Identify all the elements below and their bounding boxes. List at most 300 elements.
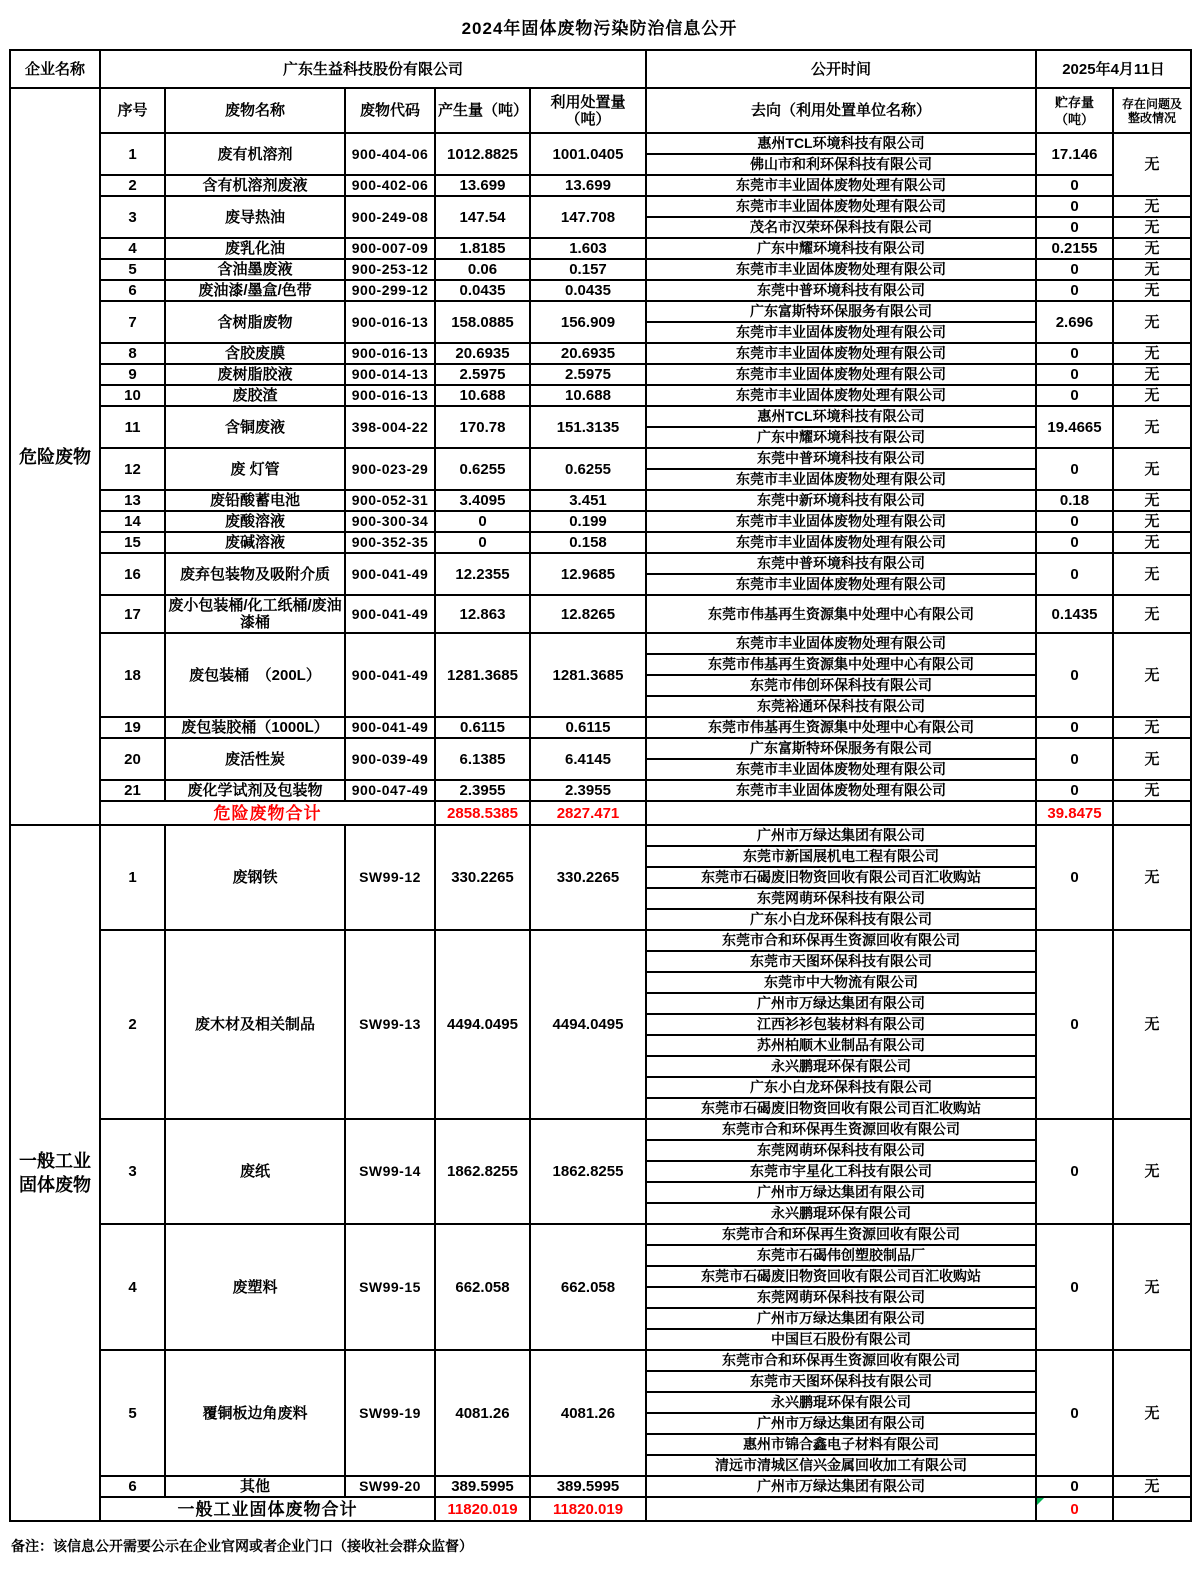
destination-cell: 东莞市石碣废旧物资回收有限公司百汇收购站 [646, 1098, 1036, 1119]
produced-qty-cell: 170.78 [435, 406, 530, 448]
waste-name-cell: 废钢铁 [165, 825, 345, 930]
storage-qty-cell: 0.1435 [1036, 595, 1113, 633]
issue-cell: 无 [1113, 406, 1191, 448]
disposed-qty-cell: 4081.26 [530, 1350, 646, 1476]
waste-no-cell: 6 [100, 1476, 165, 1497]
issue-cell: 无 [1113, 217, 1191, 238]
storage-qty-cell: 2.696 [1036, 301, 1113, 343]
waste-line [10, 448, 1191, 469]
waste-name-cell: 废铅酸蓄电池 [165, 490, 345, 511]
disposed-qty-cell: 1862.8255 [530, 1119, 646, 1224]
company-name-label: 企业名称 [10, 50, 100, 88]
col-header-destination: 去向（利用处置单位名称） [646, 88, 1036, 133]
waste-code-cell: SW99-13 [345, 930, 435, 1119]
destination-cell: 东莞市丰业固体废物处理有限公司 [646, 511, 1036, 532]
disposed-qty-cell: 0.157 [530, 259, 646, 280]
waste-name-cell: 废酸溶液 [165, 511, 345, 532]
destination-cell: 东莞市丰业固体废物处理有限公司 [646, 469, 1036, 490]
waste-line [10, 511, 1191, 532]
col-header-issue: 存在问题及整改情况 [1113, 88, 1191, 133]
waste-name-cell: 废塑料 [165, 1224, 345, 1350]
disposed-qty-cell: 2.3955 [530, 780, 646, 801]
storage-qty-cell: 0 [1036, 1119, 1113, 1224]
waste-code-cell: 900-404-06 [345, 133, 435, 175]
waste-line [10, 196, 1191, 217]
destination-cell: 东莞市宇星化工科技有限公司 [646, 1161, 1036, 1182]
waste-line [10, 406, 1191, 427]
disposed-qty-cell: 0.158 [530, 532, 646, 553]
disposed-qty-cell: 662.058 [530, 1224, 646, 1350]
destination-cell: 东莞市伟创环保科技有限公司 [646, 675, 1036, 696]
waste-name-cell: 废油漆/墨盒/色带 [165, 280, 345, 301]
storage-qty-cell: 0.18 [1036, 490, 1113, 511]
disposed-qty-cell: 156.909 [530, 301, 646, 343]
produced-qty-cell: 662.058 [435, 1224, 530, 1350]
column-header-row [10, 88, 1191, 133]
waste-code-cell: 900-041-49 [345, 717, 435, 738]
destination-cell: 永兴鹏琨环保有限公司 [646, 1056, 1036, 1077]
disposed-qty-cell: 10.688 [530, 385, 646, 406]
waste-name-cell: 其他 [165, 1476, 345, 1497]
storage-qty-cell: 0.2155 [1036, 238, 1113, 259]
destination-cell: 东莞市丰业固体废物处理有限公司 [646, 532, 1036, 553]
destination-cell: 东莞网萌环保科技有限公司 [646, 1140, 1036, 1161]
storage-qty-cell: 0 [1036, 175, 1113, 196]
storage-qty-cell: 0 [1036, 385, 1113, 406]
storage-qty-cell: 0 [1036, 280, 1113, 301]
issue-cell: 无 [1113, 238, 1191, 259]
waste-no-cell: 5 [100, 1350, 165, 1476]
produced-qty-cell: 389.5995 [435, 1476, 530, 1497]
waste-line [10, 343, 1191, 364]
waste-code-cell: SW99-14 [345, 1119, 435, 1224]
produced-qty-cell: 0.06 [435, 259, 530, 280]
waste-no-cell: 1 [100, 133, 165, 175]
issue-cell: 无 [1113, 490, 1191, 511]
waste-line [10, 133, 1191, 154]
waste-no-cell: 11 [100, 406, 165, 448]
total-destination-cell [646, 1497, 1036, 1521]
destination-cell: 永兴鹏琨环保有限公司 [646, 1203, 1036, 1224]
comment-flag-triangle-icon [1037, 1498, 1044, 1505]
waste-name-cell: 废活性炭 [165, 738, 345, 780]
waste-code-cell: SW99-19 [345, 1350, 435, 1476]
total-destination-cell [646, 801, 1036, 825]
waste-line [10, 738, 1191, 759]
destination-cell: 东莞市伟基再生资源集中处理中心有限公司 [646, 654, 1036, 675]
waste-name-cell: 废包装桶 （200L） [165, 633, 345, 717]
destination-cell: 东莞市丰业固体废物处理有限公司 [646, 259, 1036, 280]
destination-cell: 广州市万绿达集团有限公司 [646, 825, 1036, 846]
col-header-waste-code: 废物代码 [345, 88, 435, 133]
destination-cell: 东莞裕通环保科技有限公司 [646, 696, 1036, 717]
total-produced-qty-cell: 2858.5385 [435, 801, 530, 825]
publish-time-label: 公开时间 [646, 50, 1036, 88]
issue-cell: 无 [1113, 553, 1191, 595]
disposed-qty-cell: 4494.0495 [530, 930, 646, 1119]
destination-cell: 东莞市丰业固体废物处理有限公司 [646, 633, 1036, 654]
destination-cell: 东莞市石碣伟创塑胶制品厂 [646, 1245, 1036, 1266]
destination-cell: 东莞市丰业固体废物处理有限公司 [646, 574, 1036, 595]
section-label-hazardous-waste: 危险废物 [10, 88, 100, 825]
storage-qty-cell: 0 [1036, 259, 1113, 280]
produced-qty-cell: 0.6255 [435, 448, 530, 490]
waste-no-cell: 3 [100, 196, 165, 238]
waste-line [10, 490, 1191, 511]
col-header-storage-qty: 贮存量（吨） [1036, 88, 1113, 133]
storage-qty-cell: 0 [1036, 532, 1113, 553]
waste-no-cell: 16 [100, 553, 165, 595]
waste-no-cell: 7 [100, 301, 165, 343]
waste-code-cell: 900-041-49 [345, 553, 435, 595]
waste-code-cell: 900-023-29 [345, 448, 435, 490]
disposed-qty-cell: 147.708 [530, 196, 646, 238]
info-row [10, 50, 1191, 88]
waste-code-cell: 900-052-31 [345, 490, 435, 511]
issue-cell: 无 [1113, 532, 1191, 553]
waste-no-cell: 12 [100, 448, 165, 490]
waste-line [10, 633, 1191, 654]
destination-cell: 东莞市丰业固体废物处理有限公司 [646, 364, 1036, 385]
disposed-qty-cell: 2.5975 [530, 364, 646, 385]
produced-qty-cell: 147.54 [435, 196, 530, 238]
waste-code-cell: 900-402-06 [345, 175, 435, 196]
waste-no-cell: 1 [100, 825, 165, 930]
destination-cell: 东莞市丰业固体废物处理有限公司 [646, 759, 1036, 780]
waste-no-cell: 10 [100, 385, 165, 406]
waste-code-cell: SW99-20 [345, 1476, 435, 1497]
waste-name-cell: 废木材及相关制品 [165, 930, 345, 1119]
total-disposed-qty-cell: 2827.471 [530, 801, 646, 825]
issue-cell: 无 [1113, 448, 1191, 490]
storage-qty-cell: 0 [1036, 930, 1113, 1119]
waste-table [9, 49, 1192, 1522]
issue-cell: 无 [1113, 364, 1191, 385]
produced-qty-cell: 0.0435 [435, 280, 530, 301]
waste-name-cell: 废胶渣 [165, 385, 345, 406]
col-header-no: 序号 [100, 88, 165, 133]
produced-qty-cell: 1862.8255 [435, 1119, 530, 1224]
destination-cell: 东莞市合和环保再生资源回收有限公司 [646, 1119, 1036, 1140]
disposed-qty-cell: 0.0435 [530, 280, 646, 301]
destination-cell: 惠州TCL环境科技有限公司 [646, 406, 1036, 427]
waste-code-cell: SW99-15 [345, 1224, 435, 1350]
issue-cell: 无 [1113, 1350, 1191, 1476]
produced-qty-cell: 0 [435, 511, 530, 532]
total-issue-cell [1113, 801, 1191, 825]
waste-line [10, 364, 1191, 385]
disposed-qty-cell: 389.5995 [530, 1476, 646, 1497]
waste-line [10, 1224, 1191, 1245]
destination-cell: 东莞市合和环保再生资源回收有限公司 [646, 1350, 1036, 1371]
storage-qty-cell: 0 [1036, 217, 1113, 238]
issue-cell: 无 [1113, 1224, 1191, 1350]
waste-code-cell: SW99-12 [345, 825, 435, 930]
storage-qty-cell: 0 [1036, 364, 1113, 385]
disposed-qty-cell: 1281.3685 [530, 633, 646, 717]
storage-qty-cell: 0 [1036, 448, 1113, 490]
waste-no-cell: 21 [100, 780, 165, 801]
waste-code-cell: 900-016-13 [345, 385, 435, 406]
waste-name-cell: 废碱溶液 [165, 532, 345, 553]
waste-code-cell: 398-004-22 [345, 406, 435, 448]
issue-cell: 无 [1113, 196, 1191, 217]
disposed-qty-cell: 3.451 [530, 490, 646, 511]
waste-name-cell: 含铜废液 [165, 406, 345, 448]
waste-table-body [10, 50, 1191, 1521]
destination-cell: 江西衫衫包装材料有限公司 [646, 1014, 1036, 1035]
waste-line [10, 930, 1191, 951]
issue-cell: 无 [1113, 343, 1191, 364]
disposed-qty-cell: 13.699 [530, 175, 646, 196]
produced-qty-cell: 12.863 [435, 595, 530, 633]
waste-no-cell: 9 [100, 364, 165, 385]
waste-line [10, 1350, 1191, 1371]
waste-line [10, 595, 1191, 633]
produced-qty-cell: 1012.8825 [435, 133, 530, 175]
issue-cell: 无 [1113, 780, 1191, 801]
waste-line [10, 553, 1191, 574]
waste-no-cell: 15 [100, 532, 165, 553]
produced-qty-cell: 4081.26 [435, 1350, 530, 1476]
destination-cell: 东莞中新环境科技有限公司 [646, 490, 1036, 511]
waste-line [10, 280, 1191, 301]
waste-no-cell: 2 [100, 175, 165, 196]
waste-code-cell: 900-299-12 [345, 280, 435, 301]
waste-no-cell: 4 [100, 238, 165, 259]
produced-qty-cell: 4494.0495 [435, 930, 530, 1119]
waste-name-cell: 含有机溶剂废液 [165, 175, 345, 196]
waste-line [10, 238, 1191, 259]
waste-code-cell: 900-014-13 [345, 364, 435, 385]
storage-qty-cell: 0 [1036, 780, 1113, 801]
destination-cell: 东莞市新国展机电工程有限公司 [646, 846, 1036, 867]
waste-no-cell: 14 [100, 511, 165, 532]
produced-qty-cell: 330.2265 [435, 825, 530, 930]
issue-cell: 无 [1113, 1119, 1191, 1224]
destination-cell: 东莞市丰业固体废物处理有限公司 [646, 780, 1036, 801]
disposed-qty-cell: 0.6255 [530, 448, 646, 490]
waste-line [10, 717, 1191, 738]
disposed-qty-cell: 20.6935 [530, 343, 646, 364]
waste-code-cell: 900-007-09 [345, 238, 435, 259]
disposed-qty-cell: 1.603 [530, 238, 646, 259]
issue-cell: 无 [1113, 595, 1191, 633]
disposed-qty-cell: 12.8265 [530, 595, 646, 633]
disposed-qty-cell: 1001.0405 [530, 133, 646, 175]
waste-no-cell: 5 [100, 259, 165, 280]
disposed-qty-cell: 12.9685 [530, 553, 646, 595]
produced-qty-cell: 0.6115 [435, 717, 530, 738]
produced-qty-cell: 6.1385 [435, 738, 530, 780]
waste-name-cell: 废 灯管 [165, 448, 345, 490]
waste-code-cell: 900-047-49 [345, 780, 435, 801]
destination-cell: 广东小白龙环保科技有限公司 [646, 1077, 1036, 1098]
waste-code-cell: 900-253-12 [345, 259, 435, 280]
waste-code-cell: 900-039-49 [345, 738, 435, 780]
col-header-waste-name: 废物名称 [165, 88, 345, 133]
destination-cell: 广东中耀环境科技有限公司 [646, 238, 1036, 259]
produced-qty-cell: 0 [435, 532, 530, 553]
storage-qty-cell: 0 [1036, 825, 1113, 930]
waste-no-cell: 20 [100, 738, 165, 780]
storage-qty-cell: 0 [1036, 511, 1113, 532]
waste-no-cell: 6 [100, 280, 165, 301]
storage-qty-cell: 0 [1036, 343, 1113, 364]
produced-qty-cell: 20.6935 [435, 343, 530, 364]
issue-cell: 无 [1113, 1476, 1191, 1497]
section-total-label: 危险废物合计 [100, 801, 435, 825]
col-header-disposed-qty: 利用处置量（吨） [530, 88, 646, 133]
storage-qty-cell: 0 [1036, 553, 1113, 595]
waste-code-cell: 900-300-34 [345, 511, 435, 532]
issue-cell: 无 [1113, 385, 1191, 406]
waste-line [10, 780, 1191, 801]
waste-name-cell: 废有机溶剂 [165, 133, 345, 175]
destination-cell: 苏州柏顺木业制品有限公司 [646, 1035, 1036, 1056]
destination-cell: 东莞市天图环保科技有限公司 [646, 1371, 1036, 1392]
total-disposed-qty-cell: 11820.019 [530, 1497, 646, 1521]
destination-cell: 广东富斯特环保服务有限公司 [646, 738, 1036, 759]
destination-cell: 广东小白龙环保科技有限公司 [646, 909, 1036, 930]
destination-cell: 东莞中普环境科技有限公司 [646, 553, 1036, 574]
destination-cell: 广州市万绿达集团有限公司 [646, 993, 1036, 1014]
waste-no-cell: 3 [100, 1119, 165, 1224]
produced-qty-cell: 158.0885 [435, 301, 530, 343]
storage-qty-cell: 0 [1036, 196, 1113, 217]
destination-cell: 东莞市丰业固体废物处理有限公司 [646, 385, 1036, 406]
storage-qty-cell: 19.4665 [1036, 406, 1113, 448]
storage-qty-cell: 0 [1036, 633, 1113, 717]
hazardous-waste-total-row [10, 801, 1191, 825]
destination-cell: 东莞市合和环保再生资源回收有限公司 [646, 930, 1036, 951]
destination-cell: 东莞市天图环保科技有限公司 [646, 951, 1036, 972]
waste-line [10, 175, 1191, 196]
issue-cell: 无 [1113, 717, 1191, 738]
waste-name-cell: 废化学试剂及包装物 [165, 780, 345, 801]
total-storage-qty-cell: 39.8475 [1036, 801, 1113, 825]
footnote: 备注：该信息公开需要公示在企业官网或者企业门口（接收社会群众监督） [11, 1538, 473, 1554]
waste-no-cell: 18 [100, 633, 165, 717]
disposed-qty-cell: 6.4145 [530, 738, 646, 780]
general-waste-total-row [10, 1497, 1191, 1521]
waste-code-cell: 900-249-08 [345, 196, 435, 238]
produced-qty-cell: 13.699 [435, 175, 530, 196]
waste-line [10, 825, 1191, 846]
destination-cell: 永兴鹏琨环保有限公司 [646, 1392, 1036, 1413]
storage-qty-cell: 0 [1036, 738, 1113, 780]
waste-line [10, 259, 1191, 280]
issue-cell: 无 [1113, 825, 1191, 930]
issue-cell: 无 [1113, 259, 1191, 280]
destination-cell: 东莞市丰业固体废物处理有限公司 [646, 175, 1036, 196]
destination-cell: 东莞中普环境科技有限公司 [646, 280, 1036, 301]
total-issue-cell [1113, 1497, 1191, 1521]
destination-cell: 惠州TCL环境科技有限公司 [646, 133, 1036, 154]
destination-cell: 广东中耀环境科技有限公司 [646, 427, 1036, 448]
disposed-qty-cell: 151.3135 [530, 406, 646, 448]
destination-cell: 东莞市石碣废旧物资回收有限公司百汇收购站 [646, 1266, 1036, 1287]
waste-name-cell: 覆铜板边角废料 [165, 1350, 345, 1476]
disposed-qty-cell: 330.2265 [530, 825, 646, 930]
waste-name-cell: 废树脂胶液 [165, 364, 345, 385]
waste-line [10, 1476, 1191, 1497]
produced-qty-cell: 1281.3685 [435, 633, 530, 717]
destination-cell: 东莞市伟基再生资源集中处理中心有限公司 [646, 717, 1036, 738]
waste-no-cell: 8 [100, 343, 165, 364]
section-total-label: 一般工业固体废物合计 [100, 1497, 435, 1521]
destination-cell: 广州市万绿达集团有限公司 [646, 1308, 1036, 1329]
waste-line [10, 385, 1191, 406]
destination-cell: 广州市万绿达集团有限公司 [646, 1182, 1036, 1203]
waste-no-cell: 19 [100, 717, 165, 738]
waste-name-cell: 废小包装桶/化工纸桶/废油漆桶 [165, 595, 345, 633]
waste-code-cell: 900-016-13 [345, 343, 435, 364]
waste-name-cell: 废纸 [165, 1119, 345, 1224]
total-storage-qty-cell: 0 [1036, 1497, 1113, 1521]
produced-qty-cell: 10.688 [435, 385, 530, 406]
waste-line [10, 532, 1191, 553]
destination-cell: 东莞中普环境科技有限公司 [646, 448, 1036, 469]
publish-date-value: 2025年4月11日 [1036, 50, 1191, 88]
issue-cell: 无 [1113, 511, 1191, 532]
waste-line [10, 1119, 1191, 1140]
issue-cell: 无 [1113, 738, 1191, 780]
col-header-produced-qty: 产生量（吨） [435, 88, 530, 133]
destination-cell: 东莞市中大物流有限公司 [646, 972, 1036, 993]
destination-cell: 中国巨石股份有限公司 [646, 1329, 1036, 1350]
section-label-general-industrial-waste: 一般工业固体废物 [10, 825, 100, 1521]
issue-cell: 无 [1113, 133, 1191, 196]
waste-no-cell: 4 [100, 1224, 165, 1350]
issue-cell: 无 [1113, 301, 1191, 343]
issue-cell: 无 [1113, 633, 1191, 717]
destination-cell: 广东富斯特环保服务有限公司 [646, 301, 1036, 322]
produced-qty-cell: 12.2355 [435, 553, 530, 595]
waste-name-cell: 废包装胶桶（1000L） [165, 717, 345, 738]
destination-cell: 广州市万绿达集团有限公司 [646, 1413, 1036, 1434]
destination-cell: 东莞市丰业固体废物处理有限公司 [646, 196, 1036, 217]
waste-code-cell: 900-016-13 [345, 301, 435, 343]
destination-cell: 茂名市汉荣环保科技有限公司 [646, 217, 1036, 238]
company-name-value: 广东生益科技股份有限公司 [100, 50, 646, 88]
produced-qty-cell: 1.8185 [435, 238, 530, 259]
waste-code-cell: 900-041-49 [345, 633, 435, 717]
storage-qty-cell: 0 [1036, 717, 1113, 738]
waste-name-cell: 含树脂废物 [165, 301, 345, 343]
total-produced-qty-cell: 11820.019 [435, 1497, 530, 1521]
waste-name-cell: 废导热油 [165, 196, 345, 238]
waste-name-cell: 含胶废膜 [165, 343, 345, 364]
waste-code-cell: 900-041-49 [345, 595, 435, 633]
destination-cell: 清远市清城区信兴金属回收加工有限公司 [646, 1455, 1036, 1476]
destination-cell: 东莞市合和环保再生资源回收有限公司 [646, 1224, 1036, 1245]
waste-code-cell: 900-352-35 [345, 532, 435, 553]
destination-cell: 广州市万绿达集团有限公司 [646, 1476, 1036, 1497]
waste-no-cell: 2 [100, 930, 165, 1119]
produced-qty-cell: 2.5975 [435, 364, 530, 385]
waste-no-cell: 17 [100, 595, 165, 633]
storage-qty-cell: 17.146 [1036, 133, 1113, 175]
page-title: 2024年固体废物污染防治信息公开 [461, 19, 738, 38]
produced-qty-cell: 3.4095 [435, 490, 530, 511]
waste-name-cell: 废弃包装物及吸附介质 [165, 553, 345, 595]
destination-cell: 东莞网萌环保科技有限公司 [646, 888, 1036, 909]
destination-cell: 东莞市丰业固体废物处理有限公司 [646, 322, 1036, 343]
waste-name-cell: 含油墨废液 [165, 259, 345, 280]
destination-cell: 东莞市石碣废旧物资回收有限公司百汇收购站 [646, 867, 1036, 888]
waste-line [10, 301, 1191, 322]
